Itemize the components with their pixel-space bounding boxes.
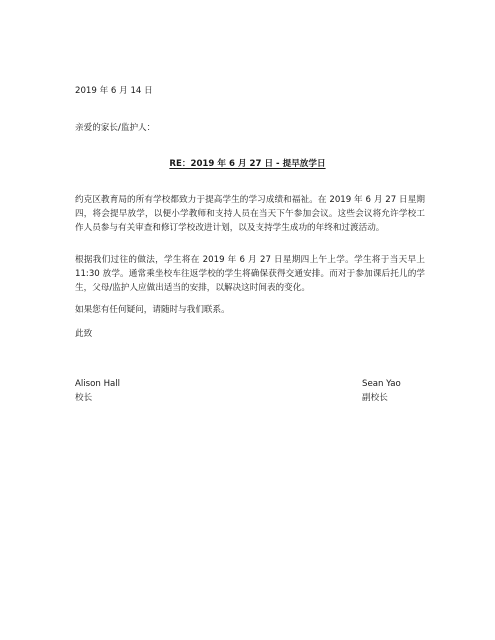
signature-title: 副校长 [362,393,388,403]
closing: 此致 [75,329,93,339]
body-paragraph-2: 根据我们过往的做法，学生将在 2019 年 6 月 27 日星期四上午上学。学生将于当天早上 11:30 放学。通常乘坐校车往返学校的学生将确保获得交通安排。而对于参加课后托儿的学生，父母/监护人应做出适当的安排，以解决这时间表的变化。 [75,255,425,293]
subject-text: RE：2019 年 6 月 27 日 - 提早放学日 [169,159,326,169]
subject-line [0,157,495,171]
body-paragraph-3: 如果您有任何疑问，请随时与我们联系。 [75,305,230,315]
letter-date: 2019 年 6 月 14 日 [75,86,153,96]
signature-title: 校长 [75,393,93,403]
salutation: 亲爱的家长/监护人： [75,123,156,133]
body-paragraph-1: 约克区教育局的所有学校都致力于提高学生的学习成绩和福祉。在 2019 年 6 月 27 日星期四，将会提早放学，以便小学教师和支持人员在当天下午参加会议。这些会议将允许学校工作人员参与有关审查和修订学校改进计划，以及支持学生成功的年终和过渡活动。 [75,195,425,233]
signature-principal [75,377,120,405]
signature-vice-principal [362,377,401,405]
signature-name: Alison Hall [75,379,121,389]
signature-name: Sean Yao [362,379,401,389]
